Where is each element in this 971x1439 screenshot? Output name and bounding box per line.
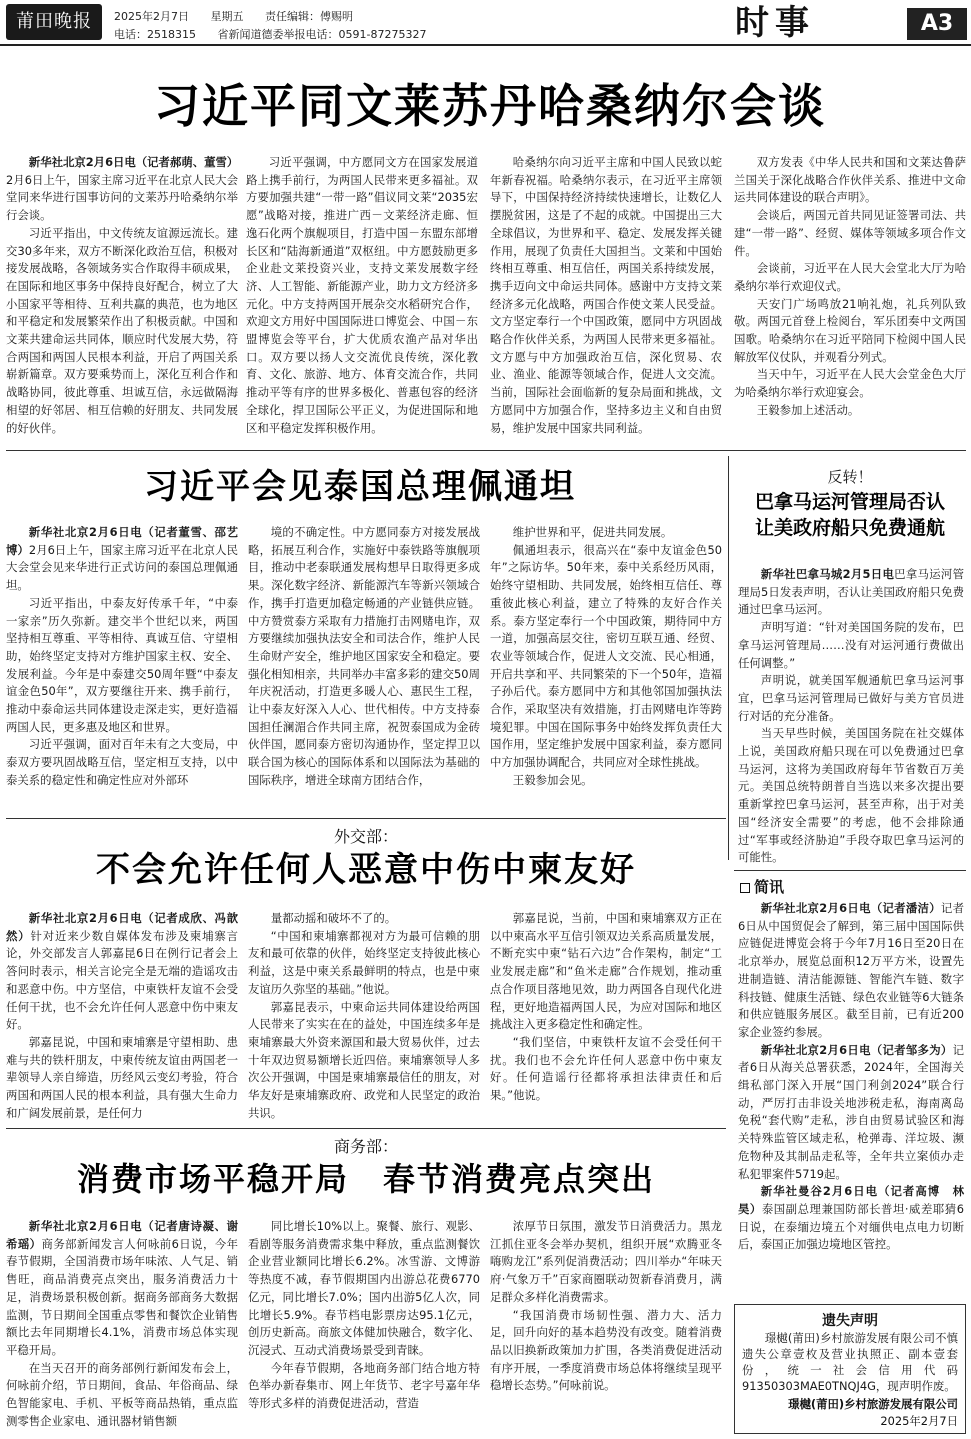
brief-title: 简讯 <box>740 876 784 897</box>
masthead <box>0 0 971 46</box>
article3-col1: 新华社北京2月6日电（记者成欣、冯歆然）针对近来少数自媒体发布涉及柬埔寨言论，外交部发言人郭嘉昆6日在例行记者会上答问时表示，相关言论完全是无端的造谣攻击和恶意中伤。中方坚信，中柬铁杆友谊不会受任何干扰，也不会允许任何人恶意中伤中柬友好。 郭嘉昆说，中国和柬埔寨是守望相助、患难与共的铁杆朋友，中柬传统友谊由两国老一辈领导人亲自缔造，历经风云变幻考验，符合两国和两国人民的根本利益，具有强大生命力和广阔发展前景，是任何力 <box>6 911 238 1120</box>
article3-col2: 量都动摇和破坏不了的。 “中国和柬埔寨都视对方为最可信赖的朋友和最可依靠的伙伴，始终坚定支持彼此核心利益，这是中柬关系最鲜明的特点，也是中柬友谊历久弥坚的基础。”他说。 郭嘉昆表示，中柬命运共同体建设给两国人民带来了实实在在的益处，中国连续多年是柬埔寨最大外资来源国和最大贸易伙伴，过去十年双边贸易额增长近四倍。柬埔寨领导人多次公开强调，中国是柬埔寨最信任的朋友，对华友好是柬埔寨政府、政党和人民坚定的政治共识。 <box>248 911 480 1120</box>
brief-dateline: 新华社北京2月6日电（记者潘洁） <box>760 901 941 915</box>
article3-col3: 郭嘉昆说，当前，中国和柬埔寨双方正在以中柬高水平互信引领双边关系高质量发展，不断充实中柬“钻石六边”合作架构，制定“工业发展走廊”和“鱼米走廊”合作规划，推动重点合作项目落地见效，助力两国各自现代化进程，更好地造福两国人民，为应对国际和地区挑战注入更多稳定性和确定性。 “我们坚信，中柬铁杆友谊不会受任何干扰。我们也不会允许任何人恶意中伤中柬友好。任何造谣行径都将承担法律责任和后果。”他说。 <box>490 911 722 1103</box>
article2-col3: 维护世界和平，促进共同发展。 佩通坦表示，很高兴在“泰中友谊金色50年”之际访华。50年来，泰中关系经历风雨，始终守望相助、共同发展，始终相互信任、尊重彼此核心利益，建立了特殊的友好合作关系。泰方坚定奉行一个中国政策，期待同中方一道，加强高层交往，密切互联互通、经贸、农业等领域合作，促进人文交流、民心相通，开启共享和平、共同繁荣的下一个50年，造福子孙后代。泰方愿同中方和其他邻国加强执法合作，采取坚决有效措施，打击网赌电诈等跨境犯罪。中国在国际事务中始终发挥负责任大国作用，坚定维护发展中国家利益，泰方愿同中方加强协调配合，共同应对全球性挑战。 王毅参加会见。 <box>490 525 722 787</box>
weekday: 星期五 <box>210 10 244 23</box>
panama-kicker: 反转！ <box>827 468 873 486</box>
notice-org: 璟樾(莆田)乡村旅游发展有限公司 <box>788 1397 958 1411</box>
article4-dateline: 新华社北京2月6日电（记者唐诗凝、谢希瑶） <box>6 1219 238 1251</box>
article4-col3: 浓厚节日氛围，激发节日消费活力。黑龙江抓住亚冬会举办契机，组织开展“欢腾亚冬 嗨购龙江”系列促消费活动；四川举办“年味天府·气象万千”百家商圈联动贺新春消费月，满足群众多样化消费需求。 “我国消费市场韧性强、潜力大、活力足，回升向好的基本趋势没有改变。随着消费品以旧换新政策加力扩围，各类消费促进活动有序开展，一季度消费市场总体将继续呈现平稳增长态势。”何咏前说。 <box>490 1219 734 1393</box>
article1-col4: 双方发表《中华人民共和国和文莱达鲁萨兰国关于深化战略合作伙伴关系、推进中文命运共同体建设的联合声明》。 会谈后，两国元首共同见证签署司法、共建“一带一路”、经贸、媒体等领域多项合作文件。 会谈前，习近平在人民大会堂北大厅为哈桑纳尔举行欢迎仪式。 天安门广场鸣放21响礼炮，礼兵列队致敬。两国元首登上检阅台，军乐团奏中文两国国歌。哈桑纳尔在习近平陪同下检阅中国人民解放军仪仗队，并观看分列式。 当天中午，习近平在人民大会堂金色大厅为哈桑纳尔举行欢迎宴会。 王毅参加上述活动。 <box>734 155 966 417</box>
brief-dateline: 新华社曼谷2月6日电（记者高博 林昊） <box>738 1184 964 1216</box>
panama-headline-line2: 让美政府船只免费通航 <box>754 517 945 539</box>
article2-col1: 新华社北京2月6日电（记者董雪、邵艺博）2月6日上午，国家主席习近平在北京人民大会堂会见来华进行正式访问的泰国总理佩通坦。 习近平指出，中泰友好传承千年，“中泰一家亲”历久弥新。建交半个世纪以来，两国坚持相互尊重、平等相待、真诚互信、守望相助，始终坚定支持对方维护国家主权、安全、发展利益。今年是中泰建交50周年暨“中泰友谊金色50年”，双方要继往开来、携手前行，推动中泰命运共同体建设走深走实，更好造福两国人民，更多惠及地区和世界。 习近平强调，面对百年未有之大变局，中泰双方要巩固战略互信，坚定相互支持，以中泰关系的稳定性和确定性应对外部环 <box>6 525 238 787</box>
article4-col1: 新华社北京2月6日电（记者唐诗凝、谢希瑶）商务部新闻发言人何咏前6日说，今年春节假期，全国消费市场年味浓、人气足、销售旺，商品消费亮点突出，服务消费活力十足，消费场景积极创新。据商务部商务大数据监测，节日期间全国重点零售和餐饮企业销售额比去年同期增长4.1%，消费市场总体实现平稳开局。 在当天召开的商务部例行新闻发布会上，何咏前介绍，节日期间，食品、年俗商品、绿色智能家电、手机、平板等商品热销，重点监测零售企业家电、通讯器材销售额 <box>6 1219 238 1428</box>
brief-body: 新华社北京2月6日电（记者潘洁）记者6日从中国贸促会了解到，第三届中国国际供应链促进博览会将于今年7月16日至20日在北京举办，展览总面积12万平方米，设置先进制造链、清洁能源链、智能汽车链、数字科技链、健康生活链、绿色农业链等6大链条和供应链服务展区。截至目前，已有近200家企业签约参展。 新华社北京2月6日电（记者邹多为）记者6日从海关总署获悉，2024年，全国海关缉私部门深入开展“国门利剑2024”联合行动，严厉打击非设关地涉税走私，海南离岛免税“套代购”走私，涉自由贸易试验区和海关特殊监管区域走私，枪弹毒、洋垃圾、濒危物种及其制品走私等，全年共立案侦办走私犯罪案件5719起。 新华社曼谷2月6日电（记者高博 林昊）泰国副总理兼国防部长普坦·威差耶猜6日说，在泰缅边境五个对缅供电点电力切断后，泰国正加强边境地区管控。 <box>738 901 964 1252</box>
panama-dateline: 新华社巴拿马城2月5日电 <box>760 567 895 581</box>
notice-date: 2025年2月7日 <box>880 1414 958 1428</box>
divider <box>6 818 726 819</box>
article2-headline: 习近平会见泰国总理佩通坦 <box>144 467 576 507</box>
divider <box>728 456 729 860</box>
section-name: 时事 <box>735 3 815 43</box>
panama-headline-line1: 巴拿马运河管理局否认 <box>754 491 945 513</box>
divider <box>6 1128 726 1129</box>
article1-headline: 习近平同文莱苏丹哈桑纳尔会谈 <box>154 79 826 133</box>
masthead-info-line1 <box>114 8 371 24</box>
notice-title: 遗失声明 <box>822 1313 878 1329</box>
brief-dateline: 新华社北京2月6日电（记者邹多为） <box>760 1042 953 1057</box>
article3-headline: 不会允许任何人恶意中伤中柬友好 <box>96 850 636 890</box>
issue-date: 2025年2月7日 <box>114 10 189 23</box>
article3-dateline: 新华社北京2月6日电（记者成欣、冯歆然） <box>6 911 238 943</box>
panama-body: 新华社巴拿马城2月5日电巴拿马运河管理局5日发表声明，否认让美国政府船只免费通过巴拿马运河。 声明写道：“针对美国国务院的发布，巴拿马运河管理局……没有对运河通行费做出任何调整。” 声明说，就美国军舰通航巴拿马运河事宜，巴拿马运河管理局已做好与美方官员进行对话的充分准备。 当天早些时候，美国国务院在社交媒体上说，美国政府船只现在可以免费通过巴拿马运河，这将为美国政府每年节省数百万美元。美国总统特朗普自当选以来多次提出要重新掌控巴拿马运河，甚至声称，出于对美国“经济安全需要”的考虑，他不会排除通过“军事或经济胁迫”手段夺取巴拿马运河的可能性。 <box>738 567 964 865</box>
square-icon <box>740 883 750 893</box>
divider <box>734 870 966 871</box>
article1-col2: 习近平强调，中方愿同文方在国家发展道路上携手前行，为两国人民带来更多福祉。双方要加强共建“一带一路”倡议同文莱“2035宏愿”战略对接，推进广西－文莱经济走廊、恒逸石化两个旗舰项目，打造中国－东盟东部增长区和“陆海新通道”双枢纽。中方愿鼓励更多企业赴文莱投资兴业，支持文莱发展数字经济、人工智能、新能源产业，助力文方经济多元化。中方支持两国开展杂交水稻研究合作，欢迎文方用好中国国际进口博览会、中国－东盟博览会等平台，扩大优质农渔产品对华出口。双方要以扬人文交流优良传统，深化教育、文化、旅游、地方、体育交流合作，共同推动平等有序的世界多极化、普惠包容的经济全球化，捍卫国际公平正义，为促进国际和地区和平稳定发挥积极作用。 <box>246 155 478 435</box>
article1-col1: 新华社北京2月6日电（记者郝萌、董雪）2月6日上午，国家主席习近平在北京人民大会堂同来华进行国事访问的文莱苏丹哈桑纳尔举行会谈。 习近平指出，中文传统友谊源远流长。建交30多年来，双方不断深化政治互信，积极对接发展战略，各领域务实合作取得丰硕成果，在国际和地区事务中保持良好配合，树立了大小国家平等相待、互利共赢的典范，也为地区和平稳定和发展繁荣作出了积极贡献。中国和文莱共建命运共同体，顺应时代发展大势，符合两国和两国人民根本利益，开启了两国关系崭新篇章。双方要乘势而上，深化互利合作和战略协同，彼此尊重、坦诚互信，永远做隔海相望的好邻居、相互信赖的好朋友、共同发展的好伙伴。 <box>6 155 239 435</box>
article4-kicker: 商务部： <box>333 1137 398 1156</box>
report-phone: 省新闻道德委举报电话：0591-87275327 <box>217 28 427 41</box>
masthead-info-line2 <box>114 26 444 42</box>
article2-col2: 境的不确定性。中方愿同泰方对接发展战略，拓展互利合作，实施好中泰铁路等旗舰项目，推动中老泰联通发展构想早日取得更多成果。深化数字经济、新能源汽车等新兴领域合作，携手打造更加稳定畅通的产业链供应链。中方赞赏泰方采取有力措施打击网赌电诈，双方要继续加强执法安全和司法合作，维护人民生命财产安全，维护地区国家安全和稳定。要强化相知相亲，共同举办丰富多彩的建交50周年庆祝活动，打造更多暖人心、惠民生工程，让中泰友好深入人心、世代相传。中方支持泰国担任澜湄合作共同主席，祝贺泰国成为金砖伙伴国，愿同泰方密切沟通协作，坚定捍卫以联合国为核心的国际体系和以国际法为基础的国际秩序，增进全球南方团结合作， <box>248 525 480 787</box>
page-number: A3 <box>907 8 967 40</box>
divider <box>6 450 966 451</box>
article4-col2: 同比增长10%以上。聚餐、旅行、观影、看剧等服务消费需求集中释放，重点监测餐饮企业营业额同比增长6.2%。冰雪游、文博游等热度不减，春节假期国内出游总花费6770亿元，同比增长7.0%；国内出游5亿人次，同比增长5.9%。春节档电影票房达95.1亿元，创历史新高。商旅文体健加快融合，数字化、沉浸式、互动式消费场景受到青睐。 今年春节假期，各地商务部门结合地方特色举办新春集市、网上年货节、老字号嘉年华等形式多样的消费促进活动，营造 <box>248 1219 480 1411</box>
article1-dateline: 新华社北京2月6日电（记者郝萌、董雪） <box>28 155 239 169</box>
article2-dateline: 新华社北京2月6日电（记者董雪、邵艺博） <box>6 525 238 557</box>
notice-signature <box>742 1396 958 1430</box>
article4-headline: 消费市场平稳开局 春节消费亮点突出 <box>76 1160 655 1198</box>
phone: 电话：2518315 <box>114 28 196 41</box>
article3-kicker: 外交部： <box>333 827 398 846</box>
article1-col3: 哈桑纳尔向习近平主席和中国人民致以蛇年新春祝福。哈桑纳尔表示，在习近平主席领导下，中国保持经济持续快速增长，让数亿人摆脱贫困，这是了不起的成就。中国提出三大全球倡议，为世界和平、稳定、发展发挥关键作用，展现了负责任大国担当。文莱和中国始终相互尊重、相互信任，两国关系持续发展，携手迈向文中命运共同体。感谢中方支持文莱经济多元化战略，两国合作使文莱人民受益。文方坚定奉行一个中国政策，愿同中方巩固战略合作伙伴关系，为两国人民带来更多福祉。文方愿与中方加强政治互信，深化贸易、农业、渔业、能源等领域合作，促进人文交流。当前，国际社会面临新的复杂局面和挑战，文方愿同中方加强合作，坚持多边主义和自由贸易，维护发展中国家共同利益。 <box>490 155 722 435</box>
editor: 责任编辑：傅赐明 <box>265 10 353 23</box>
newspaper-logo: 莆田晚报 <box>6 4 102 40</box>
notice-body: 璟樾(莆田)乡村旅游发展有限公司不慎遗失公章壹枚及营业执照正、副本壹套份，统一社会信用代码91350303MAE0TNQJ4G，现声明作废。 <box>742 1331 958 1393</box>
